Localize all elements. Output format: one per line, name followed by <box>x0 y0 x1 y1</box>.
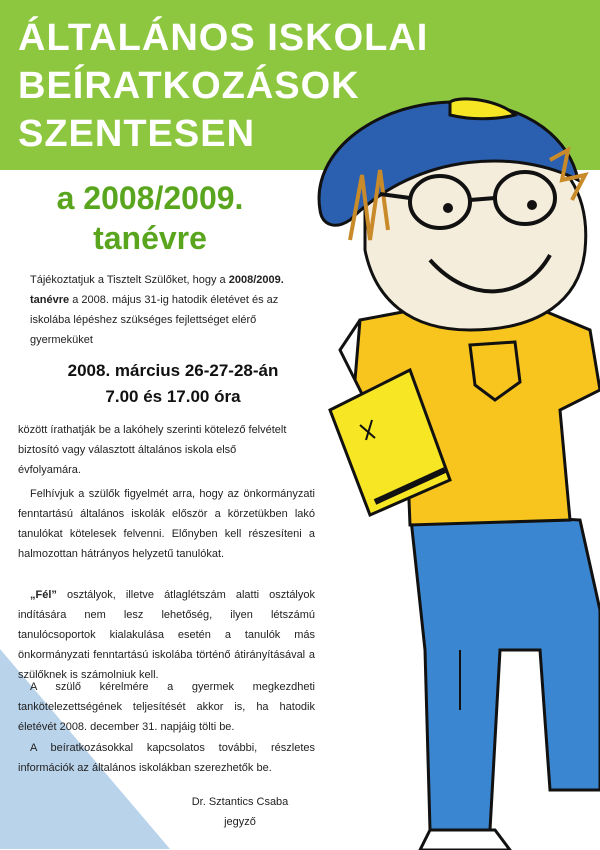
school-year-heading <box>0 178 300 258</box>
paragraph-enrollment-place: között írathatják be a lakóhely szerinti kötelező felvételt biztosító vagy választott általános iskola első évfolyamára. <box>18 424 287 476</box>
half-classes-text: osztályok, illetve átlaglétszám alatti osztályok indítására nem lesz lehetőség, ilyen létszámú tanulócsoportok kialakulása esetén a tanulók más önkormányzati fenntartású iskolába történő átirányításával a szülőknek is számolniuk kell. <box>18 589 315 681</box>
paragraph-early-start: A szülő kérelmére a gyermek megkezdheti tankötelezettségének teljesítését akkor is, ha hatodik életévét 2008. december 31. napjáig tölti be. <box>18 681 315 733</box>
title-line-2: BEÍRATKOZÁSOK <box>18 65 360 107</box>
intro-text-start: Tájékoztatjuk a Tisztelt Szülőket, hogy a <box>30 274 229 286</box>
title-line-1: ÁLTALÁNOS ISKOLAI <box>18 17 429 59</box>
school-year-line-1: a 2008/2009. <box>56 180 244 216</box>
signature-name: Dr. Sztantics Csaba <box>191 796 289 808</box>
signature-block <box>150 792 330 832</box>
enrollment-days: 2008. március 26-27-28-án <box>67 361 279 380</box>
enrollment-dates <box>18 358 328 410</box>
paragraph-half-classes <box>18 585 315 685</box>
boy-illustration-icon <box>300 90 600 850</box>
paragraph-more-info: A beíratkozásokkal kapcsolatos további, részletes információk az általános iskolákban szerezhetők be. <box>18 742 315 774</box>
title-line-3: SZENTESEN <box>18 113 256 155</box>
intro-text-end: a 2008. május 31-ig hatodik életévet és az iskolába lépéshez szükséges fejlettséget elérő gyermeküket <box>30 294 279 346</box>
intro-school-year: 2008/2009. tanévre <box>30 274 284 306</box>
half-classes-emphasis: „Fél” <box>30 589 57 601</box>
enrollment-hours: 7.00 és 17.00 óra <box>105 387 241 406</box>
signature-role: jegyző <box>224 816 256 828</box>
intro-paragraph <box>30 270 305 350</box>
school-year-line-2: tanévre <box>93 220 207 256</box>
paragraph-district-priority: Felhívjuk a szülők figyelmét arra, hogy az önkormányzati fenntartású általános iskolák először a körzetükben lakó tanulókat kötelesek felvenni. Előnyben kell részesíteni a halmozottan hátrányos helyzetű tanulókat. <box>18 488 315 560</box>
